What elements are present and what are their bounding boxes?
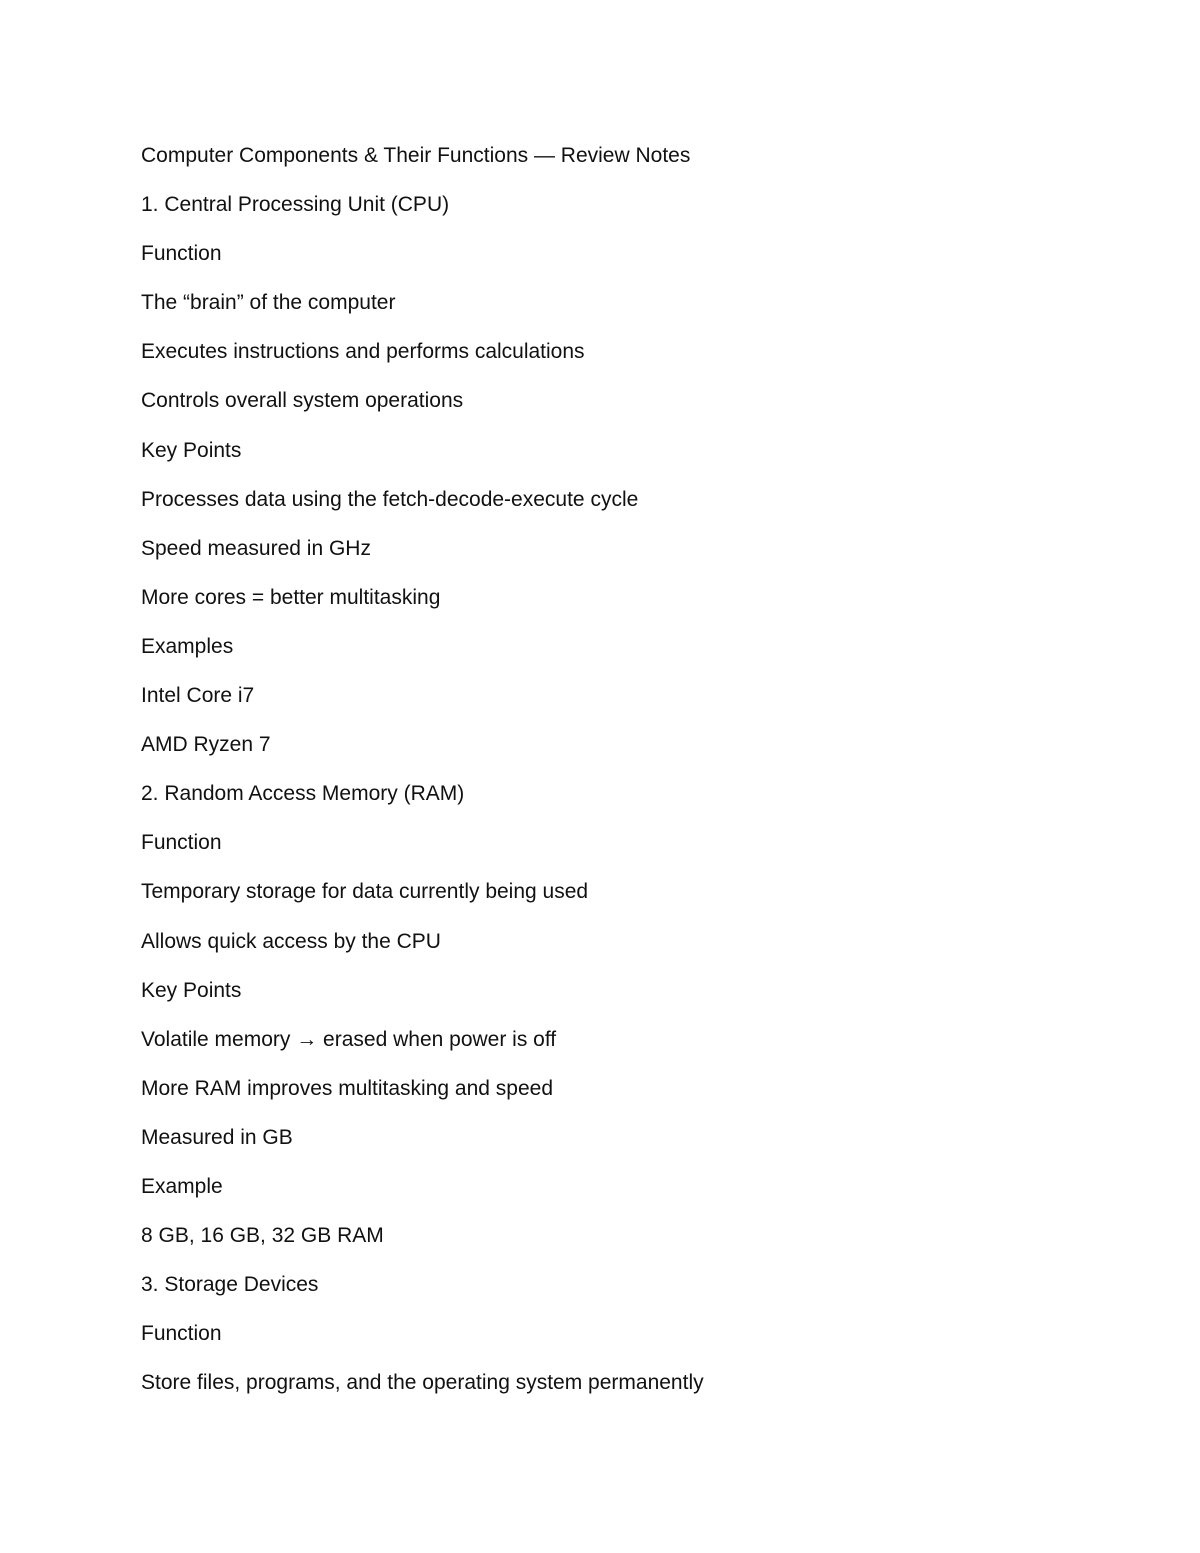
- text-line: Processes data using the fetch-decode-execute cycle: [141, 487, 639, 511]
- text-line: Temporary storage for data currently being used: [141, 880, 589, 904]
- section-heading-storage: 3. Storage Devices: [141, 1273, 319, 1297]
- text-line: Intel Core i7: [141, 684, 255, 708]
- text-line: Measured in GB: [141, 1125, 293, 1149]
- subheading-function: Function: [141, 242, 222, 266]
- text-line: The “brain” of the computer: [141, 291, 396, 315]
- document-title: Computer Components & Their Functions — Review Notes: [141, 144, 691, 167]
- subheading-example: Example: [141, 1174, 223, 1198]
- text-line: Store files, programs, and the operating system permanently: [141, 1371, 704, 1395]
- section-heading-cpu: 1. Central Processing Unit (CPU): [141, 193, 450, 217]
- text-line: More cores = better multitasking: [141, 585, 441, 609]
- document-body: [141, 139, 1041, 1415]
- text-line: 8 GB, 16 GB, 32 GB RAM: [141, 1224, 384, 1248]
- section-heading-ram: 2. Random Access Memory (RAM): [141, 782, 465, 806]
- text-line: Executes instructions and performs calculations: [141, 340, 585, 364]
- subheading-function: Function: [141, 1322, 222, 1346]
- subheading-examples: Examples: [141, 634, 234, 658]
- subheading-function: Function: [141, 831, 222, 855]
- text-line: AMD Ryzen 7: [141, 733, 271, 757]
- text-line: Volatile memory → erased when power is off: [141, 1027, 557, 1051]
- text-line: Controls overall system operations: [141, 389, 464, 413]
- text-line: Speed measured in GHz: [141, 536, 371, 560]
- text-line: More RAM improves multitasking and speed: [141, 1076, 554, 1100]
- subheading-key-points: Key Points: [141, 978, 242, 1002]
- text-line: Allows quick access by the CPU: [141, 929, 441, 953]
- subheading-key-points: Key Points: [141, 438, 242, 462]
